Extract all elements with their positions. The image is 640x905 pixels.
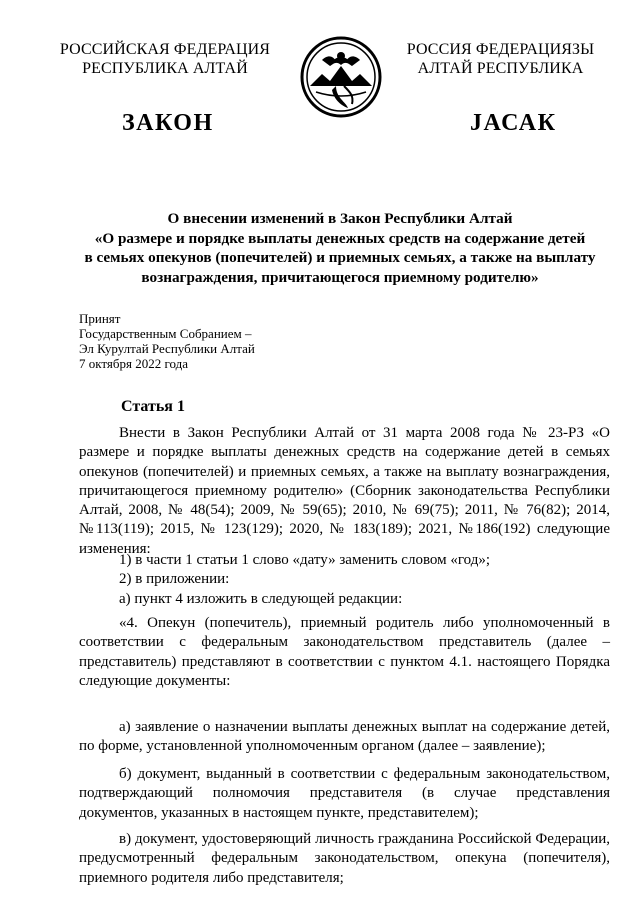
adoption-note	[79, 311, 255, 371]
header-left	[50, 40, 280, 78]
subject-line-4: вознаграждения, причитающегося приемному родителю»	[141, 268, 539, 286]
law-title-alt: JАСАК	[470, 110, 557, 136]
point-4-paragraph: «4. Опекун (попечитель), приемный родитель либо уполномоченный в соответствии с федеральным законодательством представитель (далее – представитель) представляют в соответствии с пунктом 4.1. настоящего Порядка следующие документы:	[79, 615, 610, 689]
subpoint-v: в) документ, удостоверяющий личность гражданина Российской Федерации, предусмотренный федеральным законодательством, опекуна (попечителя), приемного родителя либо представителя;	[79, 831, 610, 886]
law-subject	[70, 209, 610, 287]
subject-line-2: «О размере и порядке выплаты денежных средств на содержание детей	[94, 229, 586, 247]
adoption-line-1: Принят	[79, 311, 121, 326]
subpoint-a-block	[79, 718, 610, 757]
subject-line-3: в семьях опекунов (попечителей) и приемных семьях, а также на выплату	[84, 249, 596, 266]
subpoint-b-block	[79, 765, 610, 823]
header-right-line2: АЛТАЙ РЕСПУБЛИКА	[417, 60, 584, 77]
adoption-line-3: Эл Курултай Республики Алтай	[79, 341, 255, 356]
amendment-item-3: а) пункт 4 изложить в следующей редакции:	[119, 590, 403, 607]
article-body	[79, 424, 610, 559]
article-heading: Статья 1	[121, 398, 185, 415]
law-title-ru: ЗАКОН	[122, 110, 214, 136]
adoption-date: 7 октября 2022 года	[79, 356, 188, 371]
subject-line-1: О внесении изменений в Закон Республики Алтай	[167, 210, 513, 227]
subpoint-v-block	[79, 830, 610, 888]
adoption-line-2: Государственным Собранием –	[79, 326, 252, 341]
header-left-line2: РЕСПУБЛИКА АЛТАЙ	[82, 60, 248, 77]
altai-republic-coat-of-arms-icon	[300, 36, 382, 118]
amendment-list	[119, 551, 640, 609]
header-left-line1: РОССИЙСКАЯ ФЕДЕРАЦИЯ	[59, 41, 271, 58]
subpoint-b: б) документ, выданный в соответствии с федеральным законодательством, подтверждающий полномочия представителя (в случае представления документов, указанных в настоящем пункте, представителем);	[79, 766, 610, 821]
amendment-item-2: 2) в приложении:	[119, 571, 230, 588]
point-4-paragraph-block	[79, 614, 610, 691]
header-right	[388, 40, 613, 78]
article-paragraph: Внести в Закон Республики Алтай от 31 марта 2008 года № 23-РЗ «О размере и порядке выплаты денежных средств на содержание детей в семьях опекунов (попечителей) и приемных семьях, а также на выплату вознаграждения, причитающегося приемному родителю» (Сборник законодательства Республики Алтай, 2008, № 48(54); 2009, № 59(65); 2010, № 69(75); 2011, № 76(82); 2014, №113(119); 2015, № 123(129); 2020, № 183(189); 2021, №186(192) следующие изменения:	[79, 425, 610, 557]
amendment-item-1: 1) в части 1 статьи 1 слово «дату» заменить словом «год»;	[119, 552, 491, 568]
subpoint-a: а) заявление о назначении выплаты денежных выплат на содержание детей, по форме, установленной уполномоченным органом (далее – заявление);	[79, 719, 610, 755]
header-right-line1: РОССИЯ ФЕДЕРАЦИЯЗЫ	[406, 41, 595, 58]
